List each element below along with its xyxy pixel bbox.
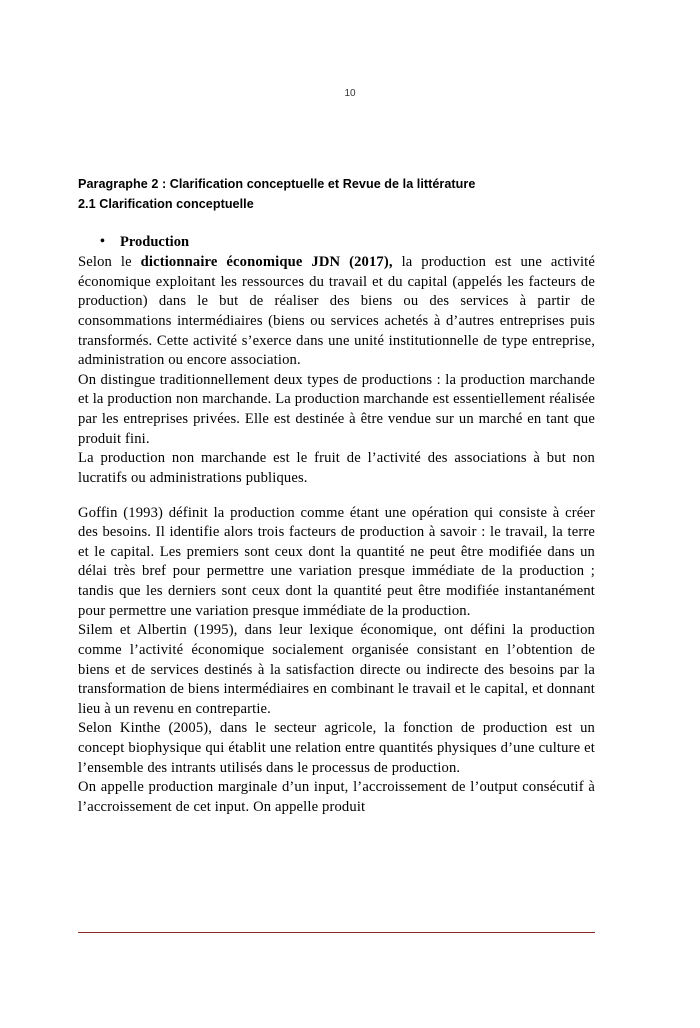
paragraph-1: Selon le dictionnaire économique JDN (2017), la production est une activité économique exploitant les ressources du travail et du capital (appelés les facteurs de production) dans le but de réaliser des biens ou des services à partir de consommations intermédiaires (biens ou services achetés à d’autres entreprises puis transformés. Cette activité s’exerce dans une unité institutionnelle de type entreprise, administration ou encore association. <box>78 254 595 369</box>
paragraph-spacer <box>78 489 595 504</box>
section-heading <box>78 175 595 214</box>
bullet-dot-icon: • <box>100 234 105 250</box>
heading-line-2: 2.1 Clarification conceptuelle <box>78 196 254 211</box>
paragraph-6: Selon Kinthe (2005), dans le secteur agricole, la fonction de production est un concept biophysique qui établit une relation entre quantités physiques d’une culture et l’ensemble des intrants utilisés dans le processus de production. <box>78 720 595 776</box>
paragraph-2: On distingue traditionnellement deux types de productions : la production marchande et la production non marchande. La production marchande est essentiellement réalisée par les entreprises privées. Elle est destinée à être vendue sur un marché en tant que produit fini. <box>78 371 595 447</box>
page-content <box>78 175 595 818</box>
paragraph-4: Goffin (1993) définit la production comme étant une opération qui consiste à créer des besoins. Il identifie alors trois facteurs de production à savoir : le travail, la terre et le capital. Les premiers sont ceux dont la quantité ne peut être modifiée dans un délai très bref pour permettre une variation presque immédiate de la production ; tandis que les derniers sont ceux dont la quantité peut être modifiée instantanément pour permettre une variation presque immédiate de la production. <box>78 504 595 619</box>
paragraph-7: On appelle production marginale d’un input, l’accroissement de l’output consécutif à l’accroissement de cet input. On appelle produit <box>78 779 595 815</box>
emphasis-text: dictionnaire économique JDN (2017), <box>140 254 393 271</box>
heading-line-1: Paragraphe 2 : Clarification conceptuelle et Revue de la littérature <box>78 177 476 191</box>
bullet-heading-production <box>78 234 595 251</box>
bullet-heading-label: Production <box>120 234 190 251</box>
footer-divider <box>78 932 595 933</box>
paragraph-5: Silem et Albertin (1995), dans leur lexique économique, ont défini la production comme l’activité économique socialement organisée consistant en l’obtention de biens et de services destinés à la satisfaction directe ou indirecte des besoins par la transformation de biens intermédiaires en combinant le travail et le capital, et donnant lieu à un revenu en contrepartie. <box>78 622 595 717</box>
paragraph-3: La production non marchande est le fruit de l’activité des associations à but non lucratifs ou administrations publiques. <box>78 450 595 486</box>
page-number: 10 <box>344 88 356 99</box>
